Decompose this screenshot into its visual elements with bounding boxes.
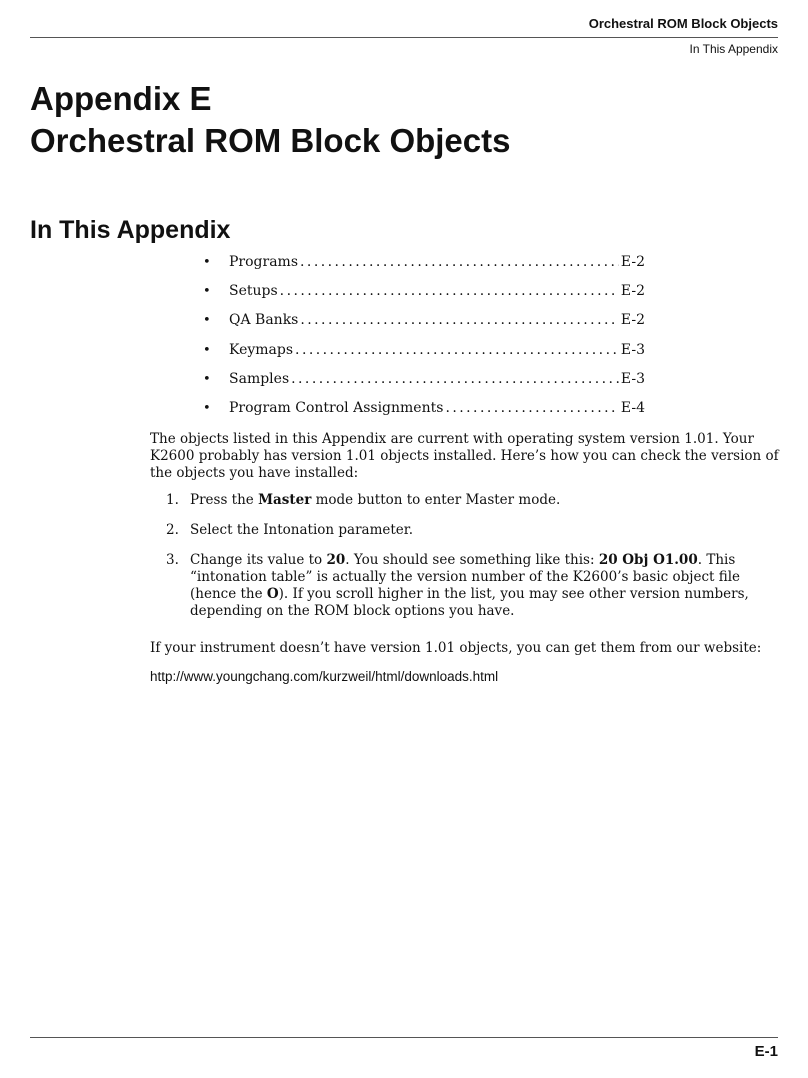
step-bold-text: O xyxy=(266,586,279,602)
chapter-title-line-1: Appendix E xyxy=(30,80,212,117)
toc-entry xyxy=(229,365,645,394)
step-item xyxy=(150,522,780,539)
toc-item-setups[interactable] xyxy=(203,277,645,306)
header-rule xyxy=(30,37,778,38)
running-header-section: In This Appendix xyxy=(689,42,778,56)
toc-label: QA Banks xyxy=(229,312,299,329)
toc-leader-dots xyxy=(445,394,618,423)
bullet-icon: • xyxy=(203,313,211,329)
step-item xyxy=(150,552,780,620)
step-item xyxy=(150,492,780,509)
toc-label: Program Control Assignments xyxy=(229,399,444,416)
toc-item-samples[interactable] xyxy=(203,365,645,394)
chapter-title xyxy=(30,78,510,162)
table-of-contents xyxy=(203,248,645,423)
bullet-icon: • xyxy=(203,371,211,387)
toc-label: Keymaps xyxy=(229,341,294,358)
step-bold-text: 20 Obj O1.00 xyxy=(598,552,698,568)
download-url[interactable]: http://www.youngchang.com/kurzweil/html/downloads.html xyxy=(150,669,499,684)
toc-page: E-2 xyxy=(620,254,645,270)
step-text: . You should see something like this: xyxy=(345,552,599,568)
toc-page: E-3 xyxy=(620,370,645,387)
footer-rule xyxy=(30,1037,778,1038)
toc-entry xyxy=(229,248,645,277)
toc-page: E-2 xyxy=(620,312,645,329)
toc-page: E-2 xyxy=(620,283,645,300)
bullet-icon: • xyxy=(203,400,211,416)
toc-leader-dots xyxy=(280,277,619,306)
toc-leader-dots xyxy=(300,306,619,335)
toc-page: E-3 xyxy=(620,341,645,358)
step-text: Change its value to xyxy=(190,552,327,568)
toc-leader-dots xyxy=(291,365,619,394)
chapter-title-line-2: Orchestral ROM Block Objects xyxy=(30,122,511,159)
outro-paragraph: If your instrument doesn’t have version 1.01 objects, you can get them from our website: xyxy=(150,640,762,656)
step-bold-text: Master xyxy=(258,492,312,508)
step-bold-text: 20 xyxy=(326,552,346,568)
toc-leader-dots xyxy=(300,248,619,277)
toc-label: Setups xyxy=(229,283,278,300)
toc-leader-dots xyxy=(295,336,619,365)
bullet-icon: • xyxy=(203,255,211,270)
toc-item-programs[interactable] xyxy=(203,248,645,277)
step-text: . This “intonation table” is actually the version number of the K2600’s basic object file (hence the xyxy=(190,552,741,602)
section-heading: In This Appendix xyxy=(30,216,231,244)
toc-item-qa-banks[interactable] xyxy=(203,306,645,335)
running-header-chapter: Orchestral ROM Block Objects xyxy=(588,16,778,31)
toc-item-keymaps[interactable] xyxy=(203,336,645,365)
toc-entry xyxy=(229,306,645,335)
toc-page: E-4 xyxy=(620,399,645,416)
toc-label: Programs xyxy=(229,254,299,270)
step-text: Select the Intonation parameter. xyxy=(190,522,414,538)
bullet-icon: • xyxy=(203,342,211,358)
toc-entry xyxy=(229,277,645,306)
toc-item-program-control-assignments[interactable] xyxy=(203,394,645,423)
step-text: mode button to enter Master mode. xyxy=(311,492,561,508)
step-number: 3. xyxy=(166,552,179,568)
toc-entry xyxy=(229,394,645,423)
step-number: 2. xyxy=(166,522,179,538)
toc-label: Samples xyxy=(229,370,290,387)
page-number: E-1 xyxy=(754,1043,778,1060)
step-number: 1. xyxy=(166,492,179,508)
bullet-icon: • xyxy=(203,284,211,300)
step-text: ). If you scroll higher in the list, you may see other version numbers, depending on the ROM block options you have. xyxy=(190,586,749,619)
step-text: Press the xyxy=(190,492,259,508)
intro-paragraph: The objects listed in this Appendix are current with operating system version 1.01. Your K2600 probably has version 1.01 objects installed. Here’s how you can check the version of the objects you have installed: xyxy=(150,431,779,481)
instruction-steps xyxy=(150,492,780,633)
toc-entry xyxy=(229,336,645,365)
